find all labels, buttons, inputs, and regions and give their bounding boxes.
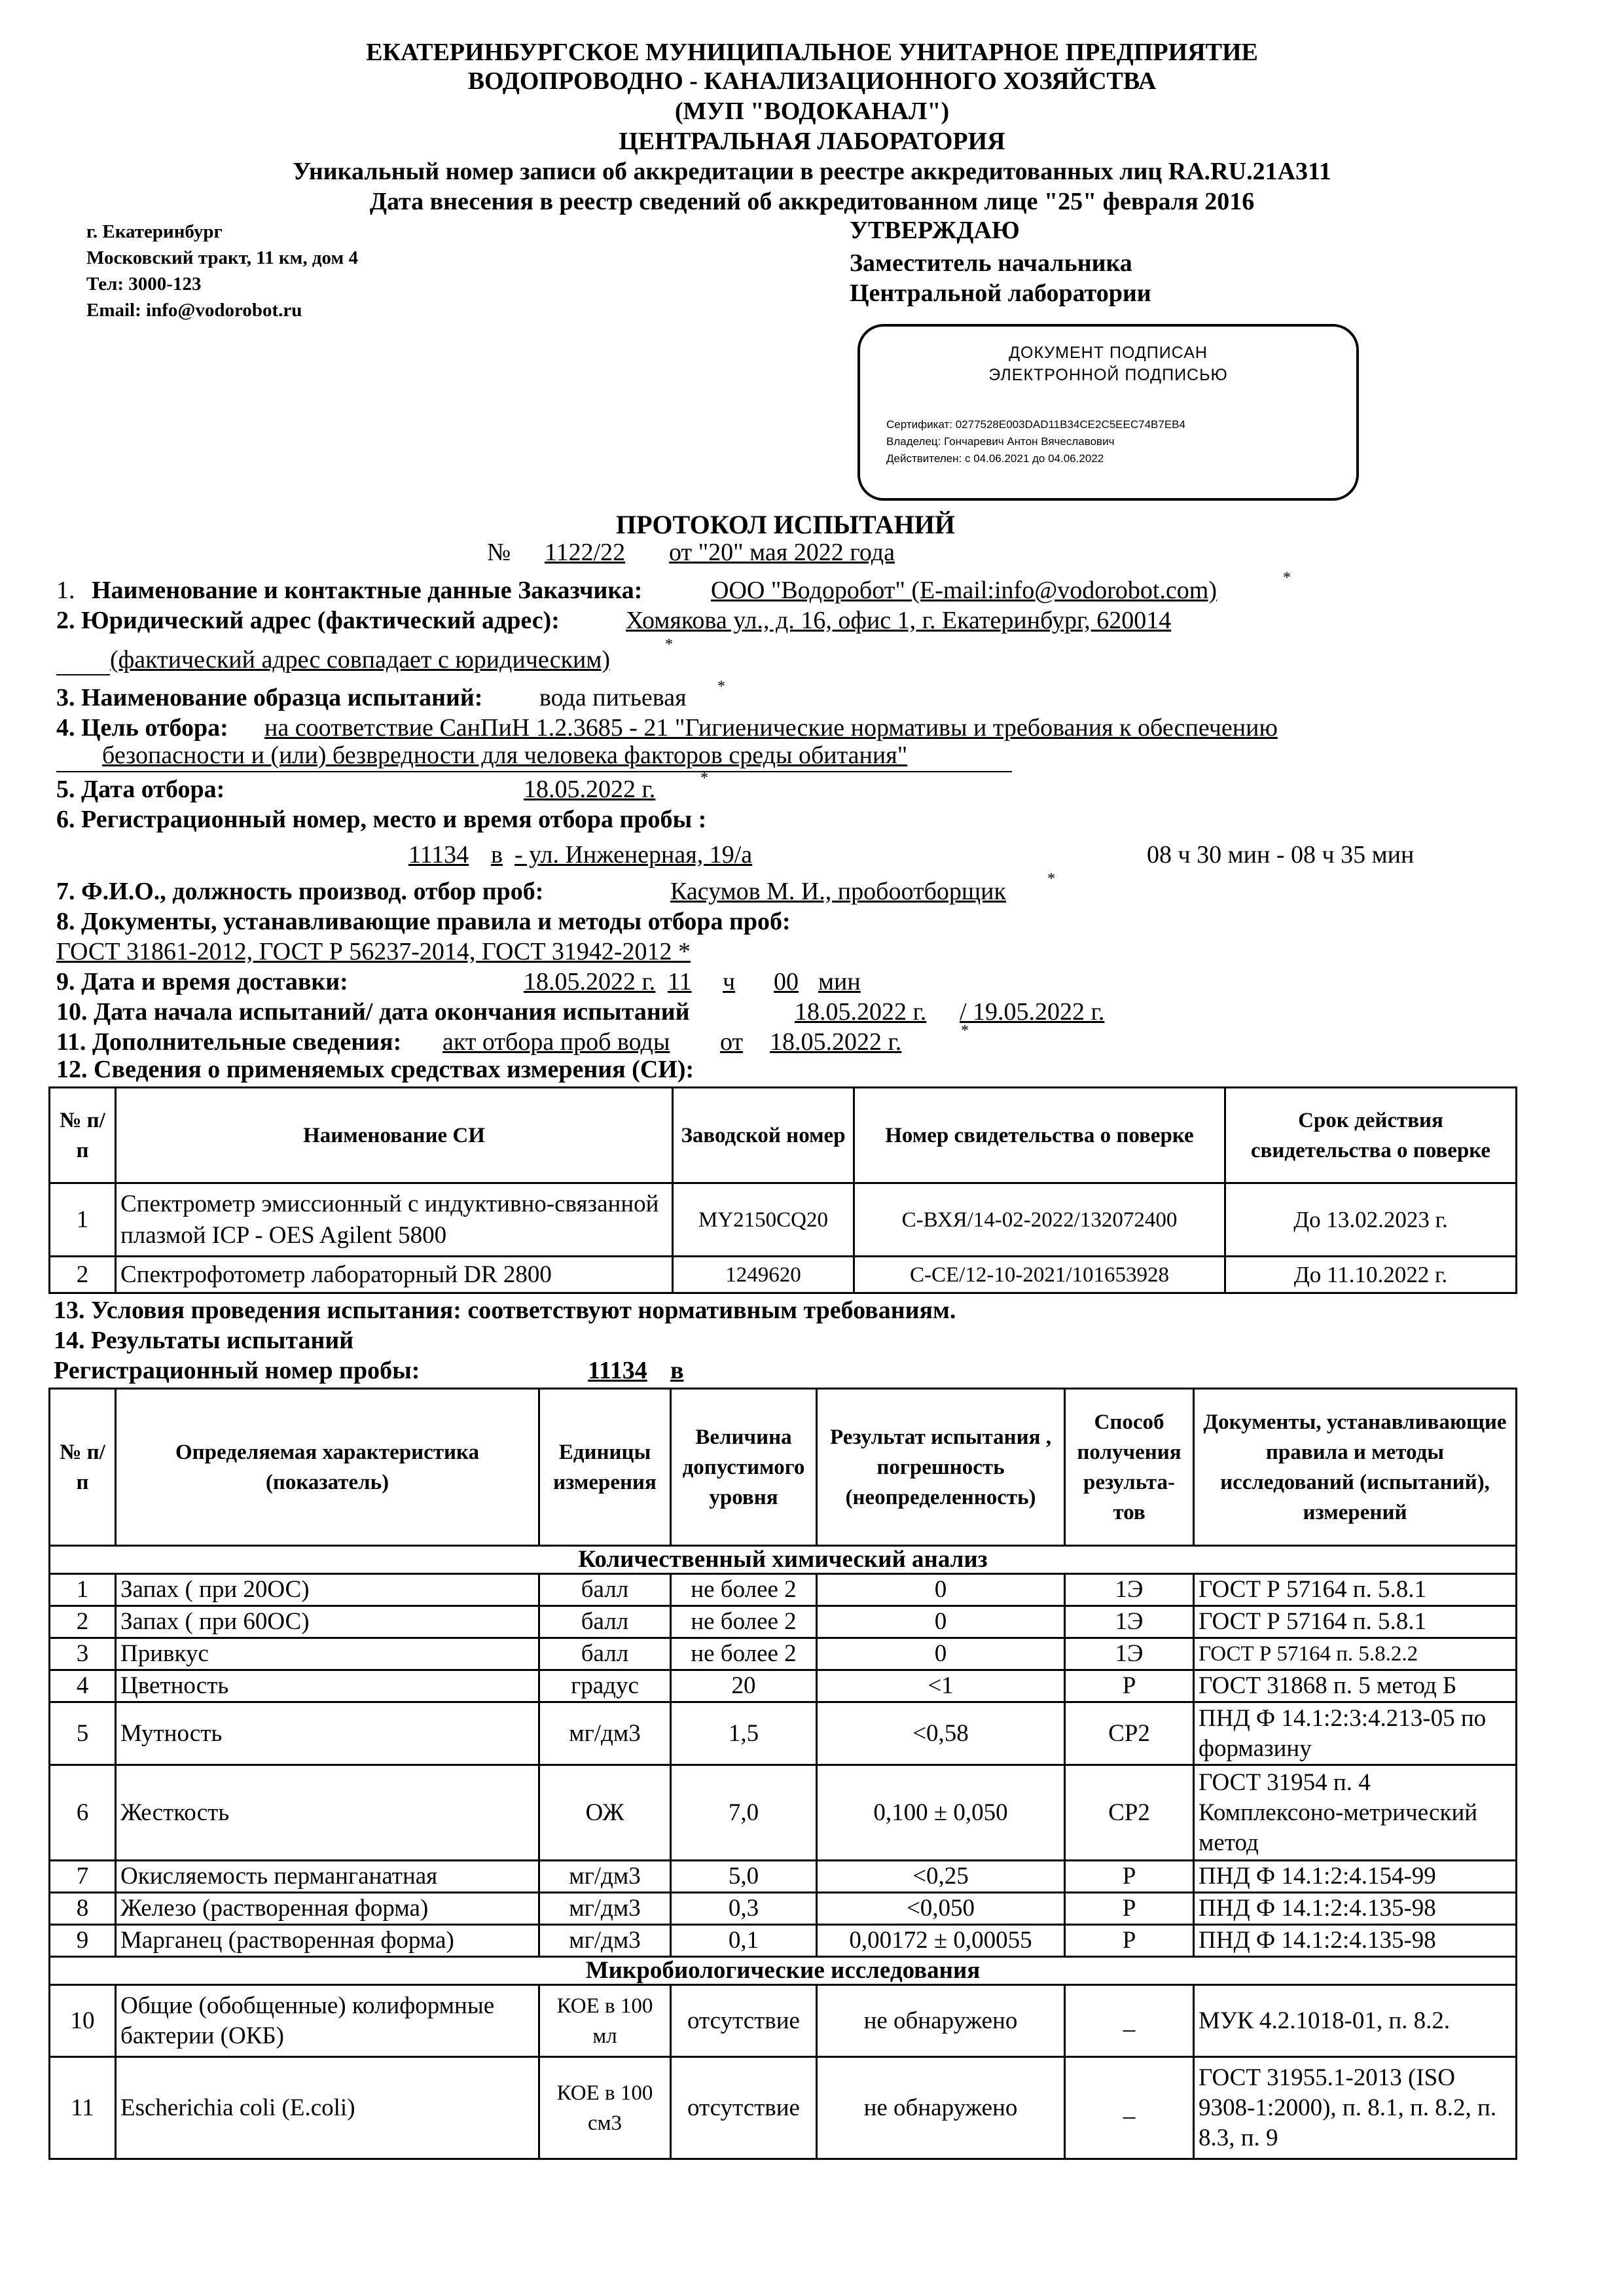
accreditation-date: Дата внесения в реестр сведений об аккредитованном лице "25" февраля 2016 [369,188,1255,215]
field-9-minutes-unit: мин [818,968,861,996]
res-cell: 1Э [1065,1638,1194,1670]
res-cell: мг/дм3 [539,1925,671,1957]
address-email: Email: info@vodorobot.ru [86,300,302,321]
field-14-label: 14. Результаты испытаний [54,1327,354,1354]
res-cell: мг/дм3 [539,1861,671,1893]
res-cell: 10 [50,1985,116,2057]
res-cell: Марганец (растворенная форма) [116,1925,539,1957]
field-11-label: 11. Дополнительные сведения: [56,1028,402,1056]
res-cell: балл [539,1606,671,1638]
res-cell: СР2 [1065,1702,1194,1765]
field-3-value: вода питьевая [539,684,687,711]
res-cell: <0,58 [817,1702,1065,1765]
res-cell: СР2 [1065,1765,1194,1861]
res-cell: 4 [50,1670,116,1702]
sample-reg-number: 11134 [588,1357,647,1384]
field-6-place: - ул. Инженерная, 19/а [514,841,753,869]
si-cell: 1 [50,1183,116,1257]
si-cell: 1249620 [673,1257,854,1293]
res-cell: 6 [50,1765,116,1861]
field-13-label: 13. Условия проведения испытания: соответствуют нормативным требованиям. [54,1297,956,1324]
res-cell: _ [1065,2057,1194,2159]
table-row [50,1765,1517,1861]
si-cell: С-СЕ/12-10-2021/101653928 [854,1257,1225,1293]
si-col-name: Наименование СИ [116,1088,673,1183]
res-cell: не более 2 [671,1574,817,1606]
res-cell: ПНД Ф 14.1:2:4.135-98 [1194,1925,1517,1957]
res-cell: 0,00172 ± 0,00055 [817,1925,1065,1957]
table-row [50,1574,1517,1606]
res-cell: Р [1065,1670,1194,1702]
stamp-owner: Владелец: Гончаревич Антон Вячеславович [886,435,1115,448]
field-6-time: 08 ч 30 мин - 08 ч 35 мин [1147,841,1415,869]
field-6-reg-letter: в [491,841,503,869]
res-cell: Общие (обобщенные) колиформные бактерии (ОКБ) [116,1985,539,2057]
org-department: ВОДОПРОВОДНО - КАНАЛИЗАЦИОННОГО ХОЗЯЙСТВА [467,67,1157,95]
res-cell: Мутность [116,1702,539,1765]
approval-department: Центральной лаборатории [850,279,1151,307]
field-11-date: 18.05.2022 г. [770,1028,902,1056]
table-header-row [50,1088,1517,1183]
res-cell: мг/дм3 [539,1702,671,1765]
field-8-value: ГОСТ 31861-2012, ГОСТ Р 56237-2014, ГОСТ 31942-2012 * [56,938,691,965]
field-4-value-1: на соответствие СанПиН 1.2.3685 - 21 "Гигиенические нормативы и требования к обеспечению [264,714,1278,742]
protocol-title: ПРОТОКОЛ ИСПЫТАНИЙ [616,510,955,539]
res-cell: не более 2 [671,1606,817,1638]
approval-position: Заместитель начальника [850,249,1132,277]
res-cell: градус [539,1670,671,1702]
sample-reg-letter: в [670,1357,684,1384]
si-col-serial: Заводской номер [673,1088,854,1183]
res-cell: Привкус [116,1638,539,1670]
res-cell: 8 [50,1893,116,1925]
res-cell: Окисляемость перманганатная [116,1861,539,1893]
si-cell: С-ВХЯ/14-02-2022/132072400 [854,1183,1225,1257]
stamp-title-2: ЭЛЕКТРОННОЙ ПОДПИСЬЮ [988,366,1228,384]
field-1-value: ООО "Водоробот" (E-mail:info@vodorobot.com) [711,577,1217,604]
field-9-date: 18.05.2022 г. [524,968,656,996]
stamp-certificate: Сертификат: 0277528E003DAD11B34CE2C5EEC74B7EB4 [886,418,1185,431]
res-cell: 2 [50,1606,116,1638]
table-row [50,1670,1517,1702]
field-1-number: 1. [56,577,75,604]
res-col-characteristic: Определяемая характеристика (показатель) [116,1389,539,1546]
field-10-end: / 19.05.2022 г. [960,998,1105,1026]
table-row [50,2057,1517,2159]
section-chemical: Количественный химический анализ [50,1546,1517,1574]
field-8-label: 8. Документы, устанавливающие правила и методы отбора проб: [56,908,791,935]
res-cell: ГОСТ 31955.1-2013 (ISO 9308-1:2000), п. 8.1, п. 8.2, п. 8.3, п. 9 [1194,2057,1517,2159]
res-cell: балл [539,1638,671,1670]
res-cell: ОЖ [539,1765,671,1861]
res-cell: 1 [50,1574,116,1606]
res-cell: 11 [50,2057,116,2159]
field-11-from: от [720,1028,744,1056]
field-7-value: Касумов М. И., пробоотборщик [670,878,1006,905]
asterisk: * [961,1022,969,1039]
res-cell: <0,25 [817,1861,1065,1893]
asterisk: * [665,636,673,653]
asterisk: * [1047,870,1055,888]
electronic-signature-stamp [857,324,1359,501]
res-cell: Запах ( при 60ОС) [116,1606,539,1638]
field-4-value-2: безопасности и (или) безвредности для человека факторов среды обитания" [102,742,908,769]
stamp-title-1: ДОКУМЕНТ ПОДПИСАН [1009,344,1208,362]
res-cell: 0,1 [671,1925,817,1957]
table-header-row [50,1389,1517,1546]
results-table [48,1388,1517,2160]
res-cell: <0,050 [817,1893,1065,1925]
res-cell: ПНД Ф 14.1:2:4.154-99 [1194,1861,1517,1893]
protocol-date: от "20" мая 2022 года [669,539,895,566]
si-cell: 2 [50,1257,116,1293]
table-row [50,1861,1517,1893]
res-cell: Запах ( при 20ОС) [116,1574,539,1606]
table-row [50,1183,1517,1257]
field-12-label: 12. Сведения о применяемых средствах измерения (СИ): [56,1056,695,1083]
res-cell: <1 [817,1670,1065,1702]
accreditation-number: Уникальный номер записи об аккредитации в реестре аккредитованных лиц RA.RU.21А311 [293,158,1331,185]
org-name: ЕКАТЕРИНБУРГСКОЕ МУНИЦИПАЛЬНОЕ УНИТАРНОЕ ПРЕДПРИЯТИЕ [366,39,1258,66]
res-cell: Р [1065,1861,1194,1893]
res-cell: 1,5 [671,1702,817,1765]
address-street: Московский тракт, 11 км, дом 4 [86,247,358,268]
table-row [50,1925,1517,1957]
res-cell: не обнаружено [817,1985,1065,2057]
field-2-note: (фактический адрес совпадает с юридическим) [110,646,611,673]
res-cell: ГОСТ Р 57164 п. 5.8.1 [1194,1574,1517,1606]
section-row [50,1546,1517,1574]
field-9-hours: 11 [668,968,692,996]
res-cell: 3 [50,1638,116,1670]
res-cell: 0 [817,1574,1065,1606]
table-row [50,1257,1517,1293]
res-cell: ГОСТ Р 57164 п. 5.8.2.2 [1194,1638,1517,1670]
lab-name: ЦЕНТРАЛЬНАЯ ЛАБОРАТОРИЯ [619,128,1005,155]
res-col-limit: Величина допустимого уровня [671,1389,817,1546]
res-cell: 1Э [1065,1606,1194,1638]
sample-reg-label: Регистрационный номер пробы: [54,1357,420,1384]
res-cell: отсутствие [671,2057,817,2159]
asterisk: * [1283,569,1291,586]
field-6-reg-number: 11134 [408,841,469,869]
section-microbiology: Микробиологические исследования [50,1957,1517,1985]
si-cell: Спектрометр эмиссионный с индуктивно-связанной плазмой ICP - OES Agilent 5800 [116,1183,673,1257]
field-2-label: 2. Юридический адрес (фактический адрес): [56,607,560,634]
table-row [50,1985,1517,2057]
res-cell: 7,0 [671,1765,817,1861]
res-col-result: Результат испытания , погрешность (неопределенность) [817,1389,1065,1546]
field-3-label: 3. Наименование образца испытаний: [56,684,483,711]
res-cell: 1Э [1065,1574,1194,1606]
table-row [50,1606,1517,1638]
res-cell: ГОСТ 31868 п. 5 метод Б [1194,1670,1517,1702]
field-11-value: акт отбора проб воды [442,1028,670,1056]
asterisk: * [717,678,725,695]
res-cell: Жесткость [116,1765,539,1861]
res-col-documents: Документы, устанавливающие правила и методы исследований (испытаний), измерений [1194,1389,1517,1546]
field-6-label: 6. Регистрационный номер, место и время отбора пробы : [56,806,707,833]
approval-title: УТВЕРЖДАЮ [850,217,1020,244]
res-cell: мг/дм3 [539,1893,671,1925]
res-cell: 0,100 ± 0,050 [817,1765,1065,1861]
org-short-name: (МУП "ВОДОКАНАЛ") [674,98,950,125]
si-col-certificate: Номер свидетельства о поверке [854,1088,1225,1183]
field-9-minutes: 00 [774,968,799,996]
field-1-label: Наименование и контактные данные Заказчика: [92,577,643,604]
res-cell: ПНД Ф 14.1:2:3:4.213-05 по формазину [1194,1702,1517,1765]
field-5-value: 18.05.2022 г. [524,776,656,803]
res-cell: ГОСТ 31954 п. 4 Комплексоно-метрический метод [1194,1765,1517,1861]
field-7-label: 7. Ф.И.О., должность производ. отбор проб: [56,878,544,905]
res-cell: _ [1065,1985,1194,2057]
si-cell: MY2150CQ20 [673,1183,854,1257]
res-cell: 5,0 [671,1861,817,1893]
res-cell: МУК 4.2.1018-01, п. 8.2. [1194,1985,1517,2057]
res-cell: 5 [50,1702,116,1765]
protocol-number: 1122/22 [545,539,626,566]
si-col-validity: Срок действия свидетельства о поверке [1225,1088,1517,1183]
field-10-start: 18.05.2022 г. [795,998,927,1026]
field-9-hours-unit: ч [723,968,736,996]
res-cell: 9 [50,1925,116,1957]
res-cell: Железо (растворенная форма) [116,1893,539,1925]
si-col-number: № п/п [50,1088,116,1183]
res-col-number: № п/п [50,1389,116,1546]
res-col-method: Способ получения результа-тов [1065,1389,1194,1546]
res-cell: 20 [671,1670,817,1702]
res-cell: 0 [817,1638,1065,1670]
res-cell: отсутствие [671,1985,817,2057]
table-row [50,1893,1517,1925]
si-cell: До 11.10.2022 г. [1225,1257,1517,1293]
stamp-validity: Действителен: с 04.06.2021 до 04.06.2022 [886,452,1104,465]
res-cell: Р [1065,1925,1194,1957]
res-cell: 0,3 [671,1893,817,1925]
res-cell: ГОСТ Р 57164 п. 5.8.1 [1194,1606,1517,1638]
res-cell: Р [1065,1893,1194,1925]
res-cell: балл [539,1574,671,1606]
res-cell: КОЕ в 100 мл [539,1985,671,2057]
res-cell: 7 [50,1861,116,1893]
field-4-label: 4. Цель отбора: [56,714,228,742]
res-cell: 0 [817,1606,1065,1638]
field-5-label: 5. Дата отбора: [56,776,225,803]
table-row [50,1638,1517,1670]
section-row [50,1957,1517,1985]
si-cell: Спектрофотометр лабораторный DR 2800 [116,1257,673,1293]
table-row [50,1702,1517,1765]
measuring-instruments-table [48,1086,1517,1294]
res-cell: не более 2 [671,1638,817,1670]
address-city: г. Екатеринбург [86,221,223,242]
protocol-number-sign: № [487,539,511,566]
res-cell: Цветность [116,1670,539,1702]
res-cell: КОЕ в 100 см3 [539,2057,671,2159]
res-col-units: Единицы измерения [539,1389,671,1546]
address-phone: Тел: 3000-123 [86,274,202,295]
field-9-label: 9. Дата и время доставки: [56,968,348,996]
asterisk: * [700,770,708,787]
si-cell: До 13.02.2023 г. [1225,1183,1517,1257]
res-cell: ПНД Ф 14.1:2:4.135-98 [1194,1893,1517,1925]
field-2-value: Хомякова ул., д. 16, офис 1, г. Екатеринбург, 620014 [626,607,1172,634]
res-cell: не обнаружено [817,2057,1065,2159]
field-10-label: 10. Дата начала испытаний/ дата окончания испытаний [56,998,690,1026]
res-cell: Escherichia coli (E.coli) [116,2057,539,2159]
